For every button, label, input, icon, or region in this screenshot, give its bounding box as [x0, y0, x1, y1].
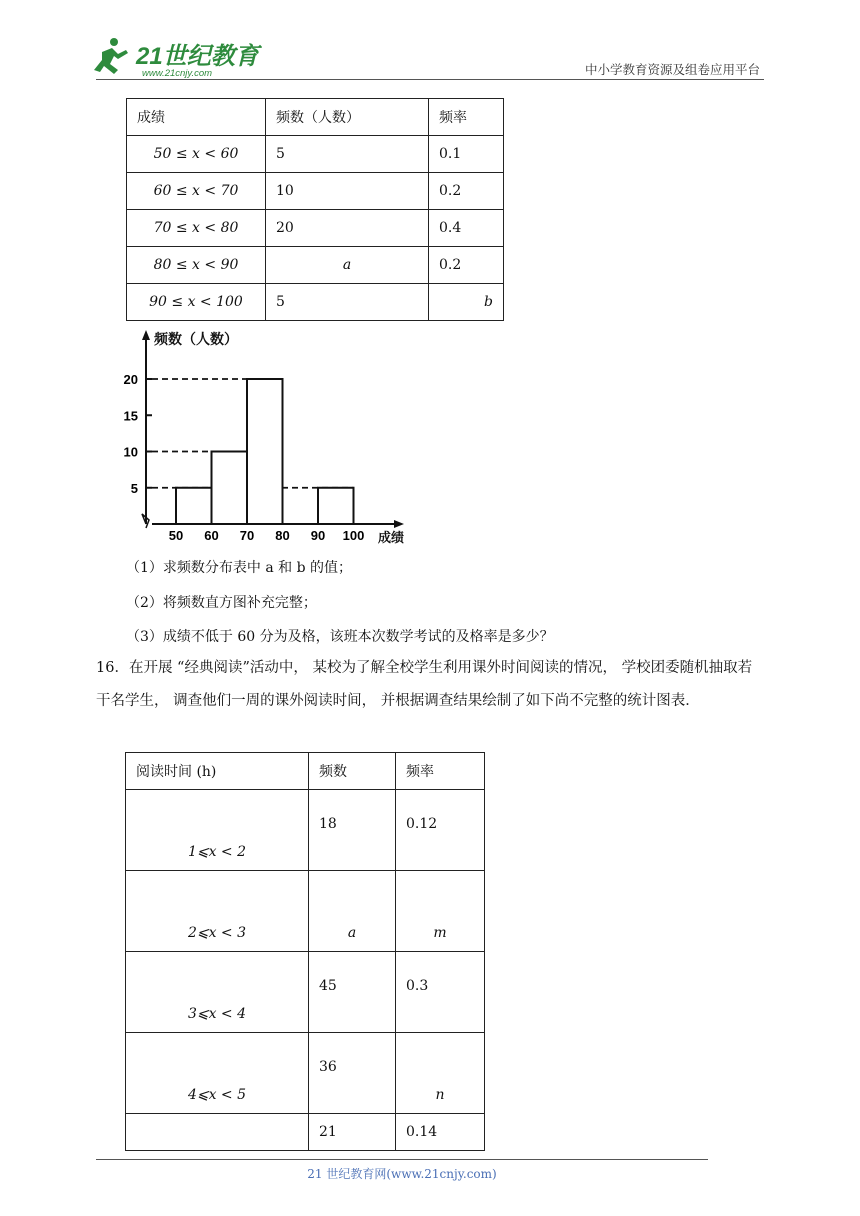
table-row [127, 284, 504, 321]
table-row [127, 210, 504, 247]
logo-text: 21世纪教育 [136, 43, 259, 70]
histogram-bar [212, 452, 248, 525]
range-cell: 70 ≤ x < 80 [127, 210, 266, 247]
frequency-histogram [118, 328, 418, 550]
x-axis-label: 成绩 [378, 530, 405, 545]
question-2: （2）将频数直方图补充完整； [126, 595, 317, 611]
range-cell [126, 1114, 309, 1151]
y-tick-label: 5 [130, 480, 138, 496]
y-axis-label: 频数（人数） [154, 331, 238, 347]
x-tick-label: 60 [204, 528, 219, 543]
range-cell: 2⩽x < 3 [126, 871, 309, 952]
histogram-bar [318, 488, 354, 524]
rate-cell: m [396, 871, 485, 952]
x-axis-arrow [394, 520, 404, 528]
question-3: （3）成绩不低于 60 分为及格，该班本次数学考试的及格率是多少？ [126, 629, 554, 645]
rate-cell: 0.2 [429, 247, 504, 284]
freq-cell: 45 [309, 952, 396, 1033]
rate-cell: b [429, 284, 504, 321]
rate-cell: 0.2 [429, 173, 504, 210]
freq-cell: a [309, 871, 396, 952]
y-axis-arrow [142, 330, 150, 340]
histogram-bar [247, 379, 283, 524]
header-cell: 频数 [309, 753, 396, 790]
rate-cell: 0.14 [396, 1114, 485, 1151]
range-cell: 4⩽x < 5 [126, 1033, 309, 1114]
histogram-bar [176, 488, 212, 524]
freq-cell: 5 [266, 284, 429, 321]
rate-cell: n [396, 1033, 485, 1114]
range-cell: 80 ≤ x < 90 [127, 247, 266, 284]
range-cell: 60 ≤ x < 70 [127, 173, 266, 210]
frequency-table-2 [125, 752, 485, 1151]
header-divider [96, 79, 764, 80]
x-tick-label: 70 [239, 528, 255, 543]
freq-cell: 10 [266, 173, 429, 210]
x-tick-label: 100 [342, 528, 365, 543]
table-header-row [127, 99, 504, 136]
table-row [127, 136, 504, 173]
axis-break [142, 514, 149, 528]
table-row [126, 1114, 485, 1151]
table-row [127, 173, 504, 210]
freq-cell: 18 [309, 790, 396, 871]
footer-text: 21 世纪教育网(www.21cnjy.com) [307, 1167, 497, 1181]
y-tick-label: 15 [123, 408, 138, 424]
freq-cell: 36 [309, 1033, 396, 1114]
table-row [126, 1033, 485, 1114]
freq-cell: a [266, 247, 429, 284]
logo-url: www.21cnjy.com [142, 68, 213, 79]
rate-cell: 0.4 [429, 210, 504, 247]
site-logo [92, 34, 262, 82]
range-cell: 3⩽x < 4 [126, 952, 309, 1033]
table-row [126, 871, 485, 952]
y-tick-label: 10 [123, 444, 138, 460]
header-cell: 成绩 [127, 99, 266, 136]
table-header-row [126, 753, 485, 790]
range-cell: 90 ≤ x < 100 [127, 284, 266, 321]
frequency-table-1 [126, 98, 504, 321]
header-cell: 阅读时间 (h) [126, 753, 309, 790]
freq-cell: 21 [309, 1114, 396, 1151]
x-tick-label: 80 [275, 528, 290, 543]
freq-cell: 20 [266, 210, 429, 247]
header-cell: 频率 [396, 753, 485, 790]
platform-name: 中小学教育资源及组卷应用平台 [584, 62, 760, 77]
table-row [126, 952, 485, 1033]
table-row [126, 790, 485, 871]
y-tick-label: 20 [123, 372, 138, 387]
range-cell: 1⩽x < 2 [126, 790, 309, 871]
rate-cell: 0.1 [429, 136, 504, 173]
table-row [127, 247, 504, 284]
rate-cell: 0.12 [396, 790, 485, 871]
freq-cell: 5 [266, 136, 429, 173]
range-cell: 50 ≤ x < 60 [127, 136, 266, 173]
x-tick-label: 50 [168, 528, 184, 543]
header-cell: 频率 [429, 99, 504, 136]
rate-cell: 0.3 [396, 952, 485, 1033]
question-1: （1）求频数分布表中 a 和 b 的值； [126, 560, 353, 576]
runner-icon [94, 38, 128, 74]
footer-divider [96, 1159, 708, 1160]
x-tick-label: 90 [310, 528, 326, 543]
problem-16-text: 16．在开展 “经典阅读”活动中， 某校为了解全校学生利用课外时间阅读的情况， 学校团委随机抽取若干名学生， 调查他们一周的课外阅读时间， 并根据调查结果绘制了如下尚不完整的统计图表． [96, 660, 753, 709]
header-cell: 频数（人数） [266, 99, 429, 136]
